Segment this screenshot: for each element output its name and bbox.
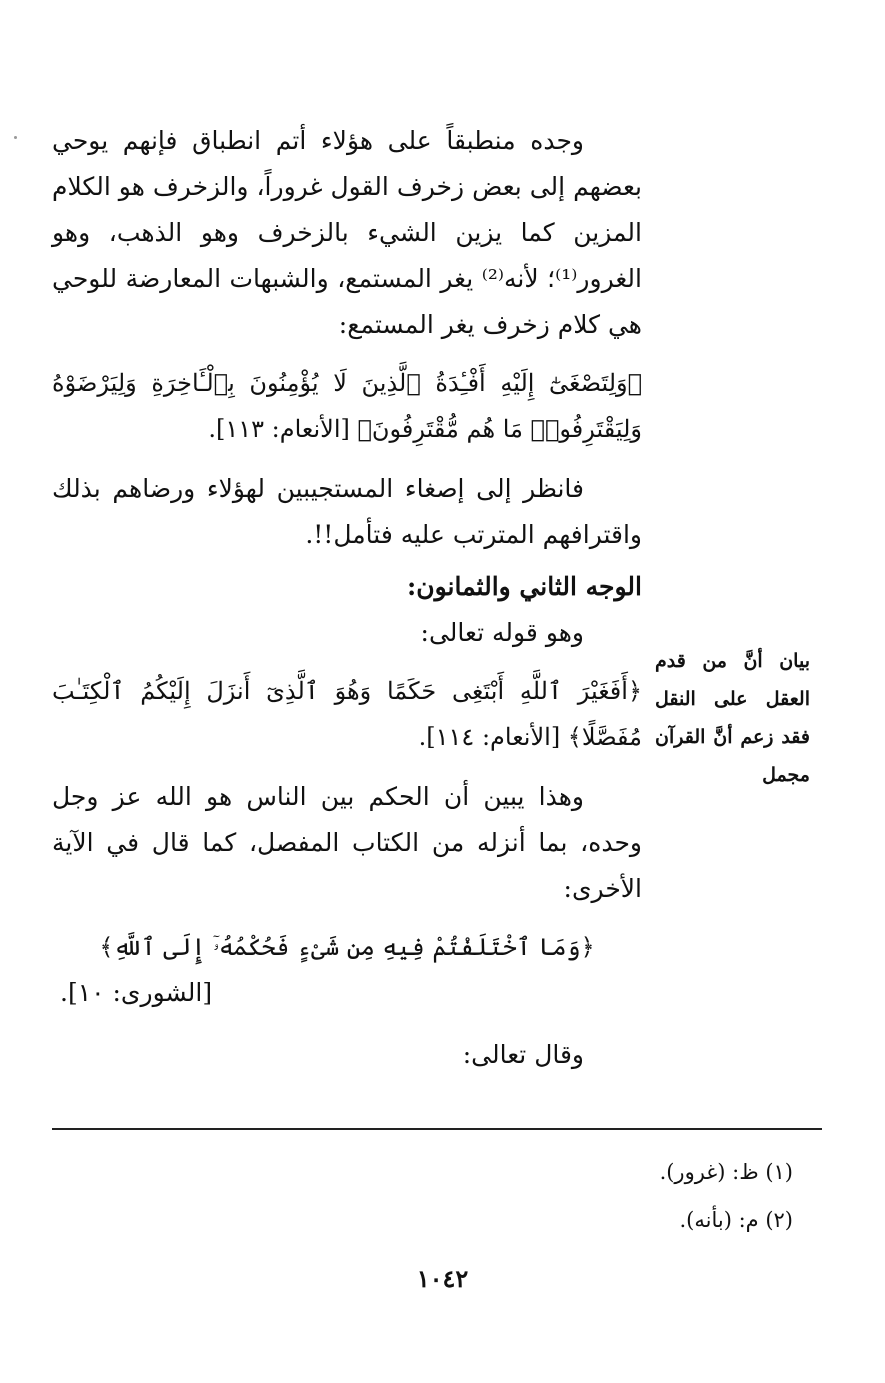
section-heading: الوجه الثاني والثمانون: (407, 572, 642, 601)
verse-reference-shura: [الشورى: ١٠]. (60, 978, 213, 1007)
margin-speck (14, 136, 17, 139)
quran-verse-anam-114: ﴿أَفَغَيْرَ ٱللَّهِ أَبْتَغِى حَكَمًا وَهُوَ ٱلَّذِىٓ أَنزَلَ إِلَيْكُمُ ٱلْكِتَـٰبَ مُفَصَّلًا﴾ [الأنعام: ١١٤]. (52, 677, 642, 751)
footnote-2: (٢) م: (بأنه). (679, 1208, 793, 1232)
footnote-1: (١) ظ: (غرور). (659, 1160, 793, 1184)
paragraph-1: وجده منطبقاً على هؤلاء أتم انطباق فإنهم يوحي بعضهم إلى بعض زخرف القول غروراً، والزخرف هو الكلام المزين كما يزين الشيء بالزخرف وهو الذهب، وهو الغرور⁽¹⁾؛ لأنه⁽²⁾ يغر المستمع، والشبهات المعارضة للوحي هي كلام زخرف يغر المستمع: (52, 126, 642, 339)
paragraph-4: وهذا يبين أن الحكم بين الناس هو الله عز وجل وحده، بما أنزله من الكتاب المفصل، كما قال في الآية الأخرى: (52, 782, 642, 903)
footnotes-section (193, 1148, 793, 1244)
margin-side-note: بيان أنَّ من قدم العقل على النقل فقد زعم أنَّ القرآن مجمل (655, 650, 810, 786)
paragraph-5: وقال تعالى: (462, 1040, 584, 1069)
page-number: ١٠٤٢ (416, 1264, 469, 1293)
quran-verse-shura-10: ﴿وَمَا ٱخْتَلَفْتُمْ فِيهِ مِن شَىْءٍ فَحُكْمُهُۥٓ إِلَى ٱللَّهِ﴾ (99, 933, 595, 961)
paragraph-2: فانظر إلى إصغاء المستجيبين لهؤلاء ورضاهم بذلك واقترافهم المترتب عليه فتأمل!!. (52, 474, 642, 549)
paragraph-3: وهو قوله تعالى: (420, 618, 584, 647)
quran-verse-anam-113: ﴿وَلِتَصْغَىٰٓ إِلَيْهِ أَفْـِٔدَةُ ٱلَّذِينَ لَا يُؤْمِنُونَ بِٱلْـَٔاخِرَةِ وَلِيَرْضَوْهُ وَلِيَقْتَرِفُوا۟ مَا هُم مُّقْتَرِفُونَ﴾ [الأنعام: ١١٣]. (52, 369, 642, 443)
main-text-column (52, 118, 642, 1078)
footnote-divider (52, 1128, 822, 1130)
